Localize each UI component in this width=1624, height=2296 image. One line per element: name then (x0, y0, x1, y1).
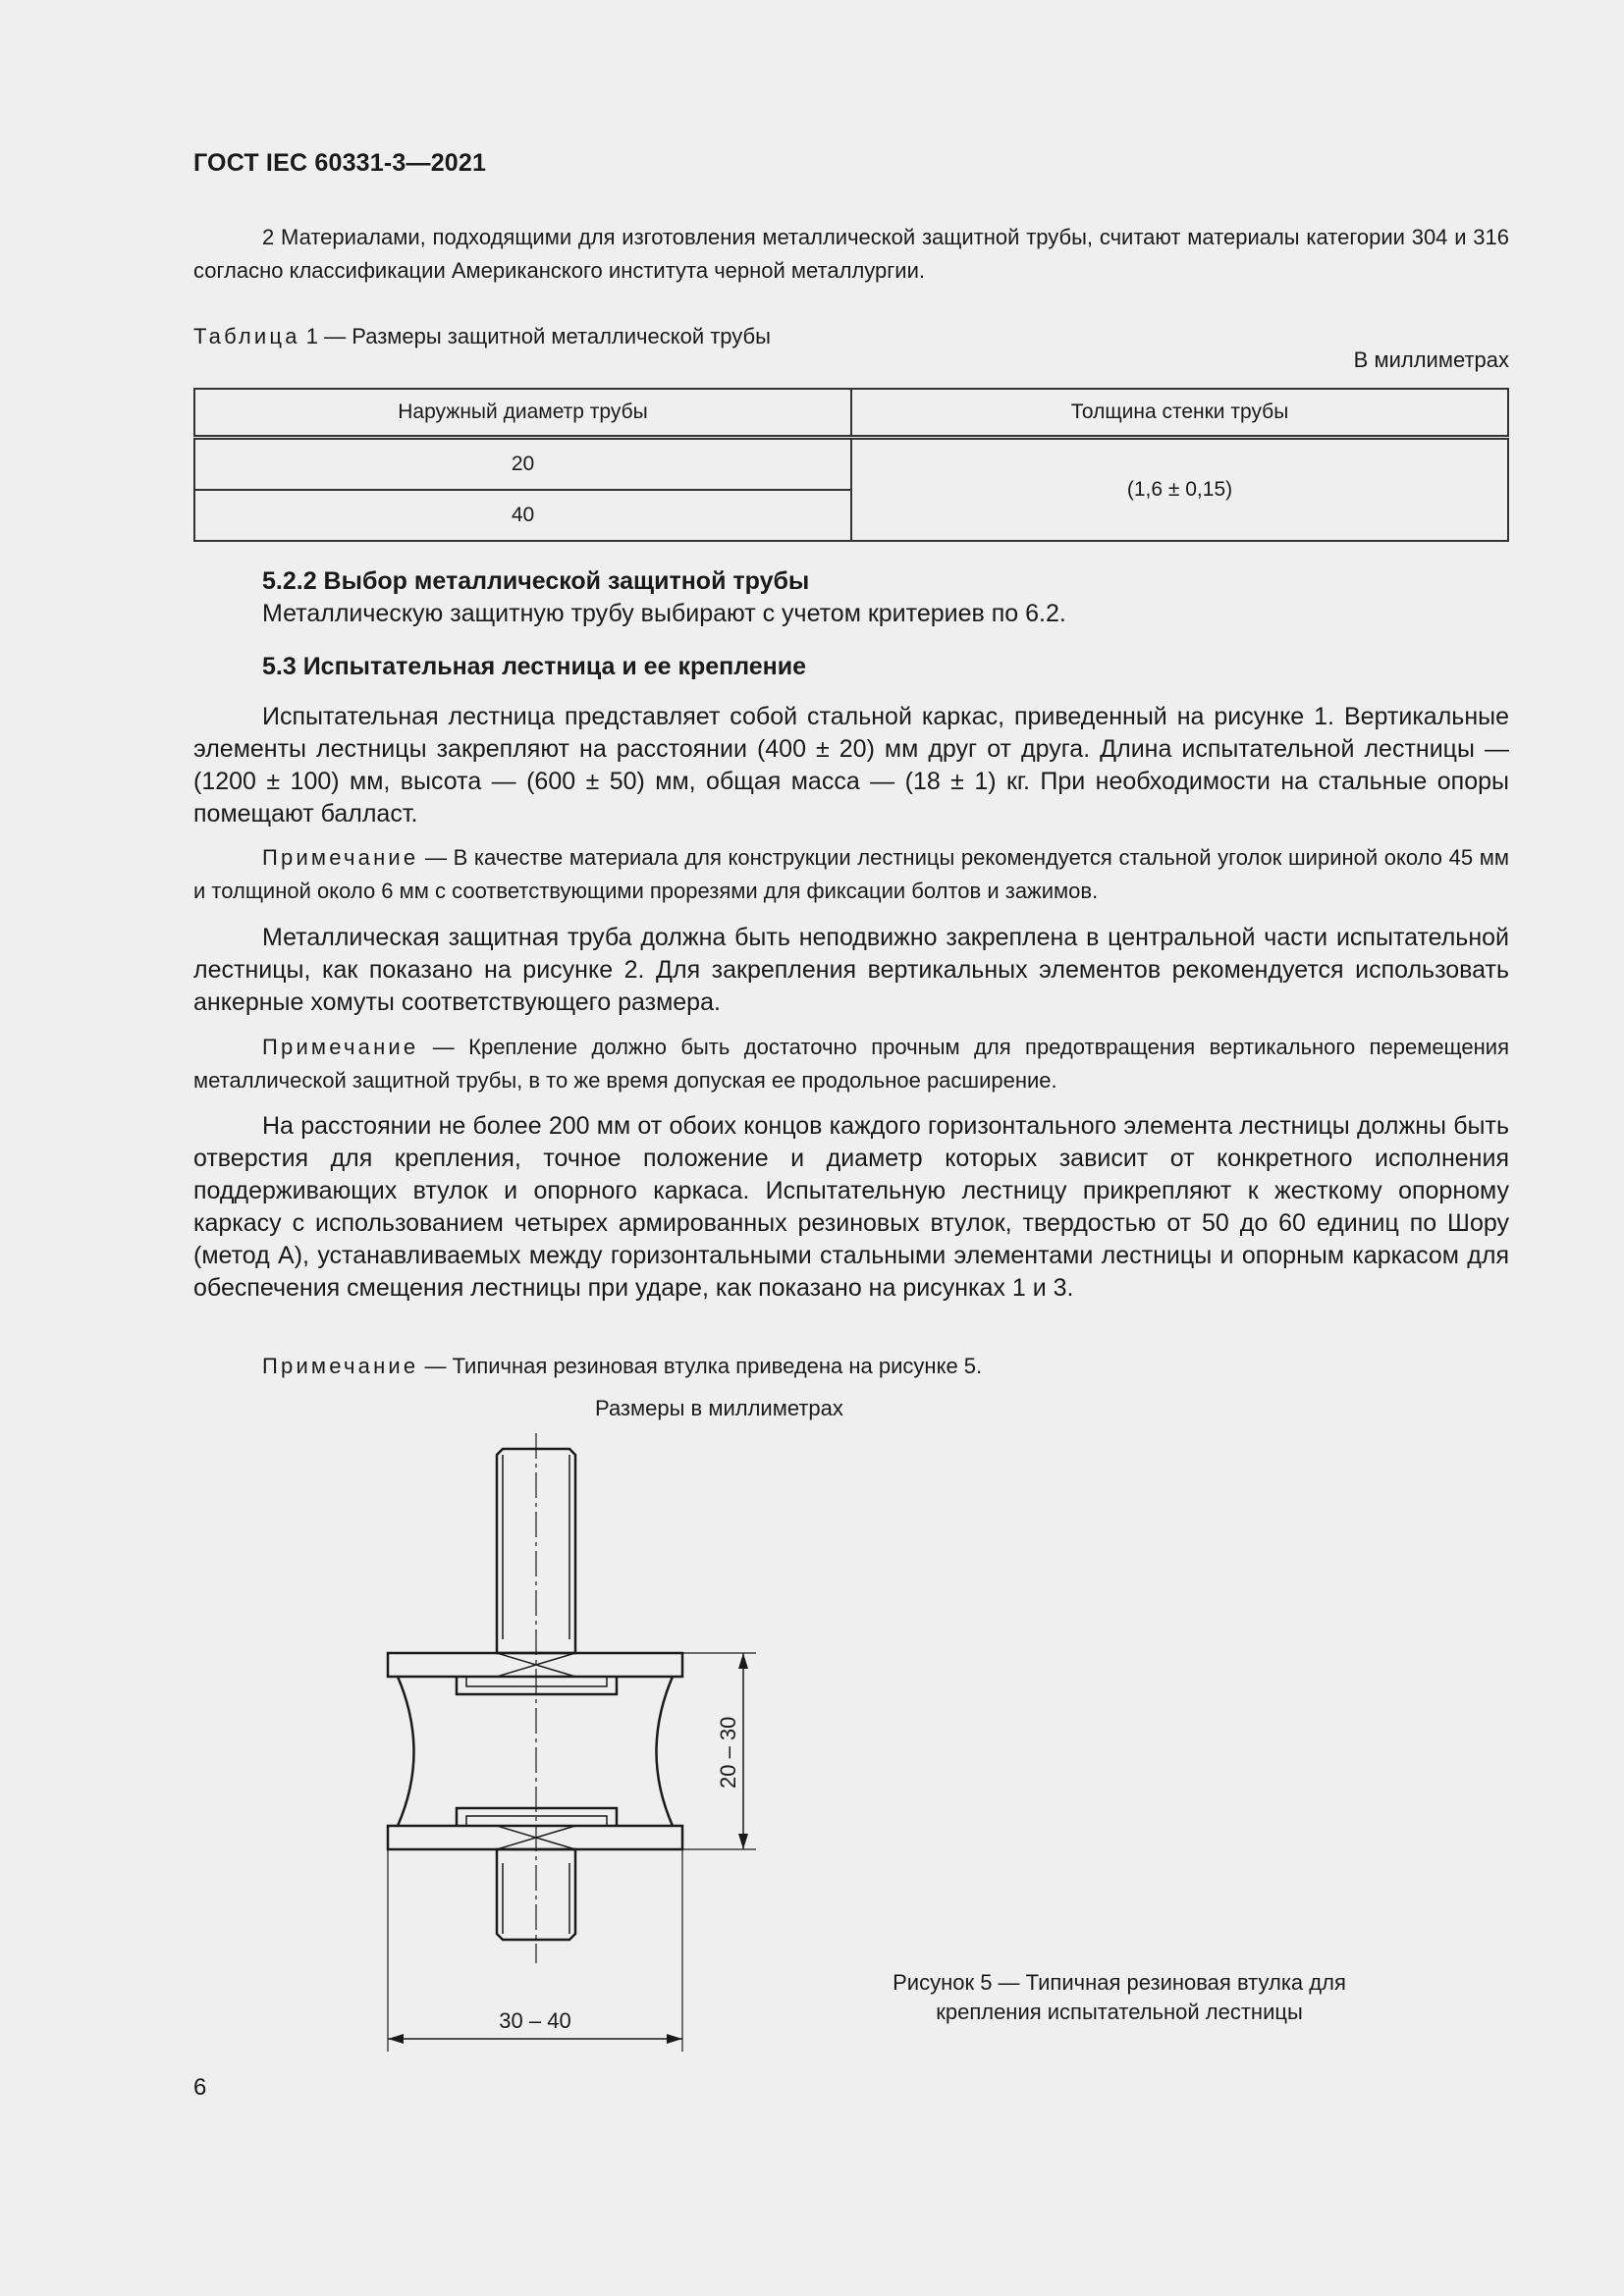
arrowhead (738, 1834, 748, 1849)
note-label: Примечание (262, 1035, 419, 1059)
paragraph-2: Металлическая защитная труба должна быть неподвижно закреплена в центральной части испытательной лестницы, как показано на рисунке 2. Для закрепления вертикальных элементов рекомендуется использовать анкерные хомуты соответствующего размера. (193, 924, 1509, 1016)
note-text: — Крепление должно быть достаточно прочным для предотвращения вертикального перемещения металлической защитной трубы, в то же время допуская ее продольное расширение. (193, 1035, 1509, 1093)
rubber-body-right (657, 1677, 674, 1826)
pipe-dimensions-table (193, 388, 1509, 542)
table-row (194, 438, 1508, 491)
document-header: ГОСТ IEC 60331-3—2021 (193, 149, 487, 177)
cell-thickness: (1,6 ± 0,15) (851, 438, 1508, 542)
cell-diameter: 20 (194, 438, 851, 491)
section-text: Металлическую защитную трубу выбирают с учетом критериев по 6.2. (262, 600, 1066, 627)
dim-height-label: 20 – 30 (716, 1716, 740, 1789)
rubber-bushing-drawing (373, 1433, 785, 2061)
note-label: Примечание (262, 1354, 419, 1378)
section-heading: 5.2.2 Выбор металлической защитной трубы (262, 567, 810, 595)
note-text: — В качестве материала для конструкции лестницы рекомендуется стальной уголок шириной около 45 мм и толщиной около 6 мм с соответствующими прорезями для фиксации болтов и зажимов. (193, 845, 1509, 903)
table-caption-label: Таблица (193, 324, 300, 348)
dim-width-label: 30 – 40 (499, 2008, 571, 2033)
table-caption-text: 1 — Размеры защитной металлической трубы (305, 324, 771, 348)
table-header-row (194, 389, 1508, 438)
note-text: — Типичная резиновая втулка приведена на рисунке 5. (424, 1354, 983, 1378)
note-label: Примечание (262, 845, 419, 870)
figure-units: Размеры в миллиметрах (595, 1396, 843, 1420)
section-5-2-2 (193, 565, 1509, 630)
arrowhead (738, 1653, 748, 1669)
note-2: 2 Материалами, подходящими для изготовления металлической защитной трубы, считают материалы категории 304 и 316 согласно классификации Американского института черной металлургии. (193, 225, 1509, 283)
arrowhead (388, 2034, 404, 2044)
page-number: 6 (193, 2074, 207, 2101)
note-3 (193, 1350, 1509, 1383)
paragraph-1: Испытательная лестница представляет собой стальной каркас, приведенный на рисунке 1. Вертикальные элементы лестницы закрепляют на расстоянии (400 ± 20) мм друг от друга. Длина испытательной лестницы — (1200 ± 100) мм, высота — (600 ± 50) мм, общая масса — (18 ± 1) кг. При необходимости на стальные опоры помещают балласт. (193, 703, 1509, 828)
table-units: В миллиметрах (1353, 347, 1509, 372)
figure-caption: Рисунок 5 — Типичная резиновая втулка для крепления испытательной лестницы (893, 1970, 1346, 2024)
cell-diameter: 40 (194, 490, 851, 541)
arrowhead (667, 2034, 682, 2044)
paragraph-3: На расстоянии не более 200 мм от обоих концов каждого горизонтального элемента лестницы должны быть отверстия для крепления, точное положение и диаметр которых зависит от конкретного исполнения поддерживающих втулок и опорного каркаса. Испытательную лестницу прикрепляют к жесткому опорному каркасу с использованием четырех армированных резиновых втулок, твердостью от 50 до 60 единиц по Шору (метод A), устанавливаемых между горизонтальными стальными элементами лестницы и опорным каркасом для обеспечения смещения лестницы при ударе, как показано на рисунках 1 и 3. (193, 1112, 1509, 1302)
table-caption (193, 324, 1509, 372)
col-header-thickness: Толщина стенки трубы (851, 389, 1508, 438)
section-heading-5-3: 5.3 Испытательная лестница и ее крепление (262, 653, 807, 680)
rubber-body-left (398, 1677, 414, 1826)
note-2b (193, 1031, 1509, 1097)
note-1 (193, 841, 1509, 908)
col-header-diameter: Наружный диаметр трубы (194, 389, 851, 438)
